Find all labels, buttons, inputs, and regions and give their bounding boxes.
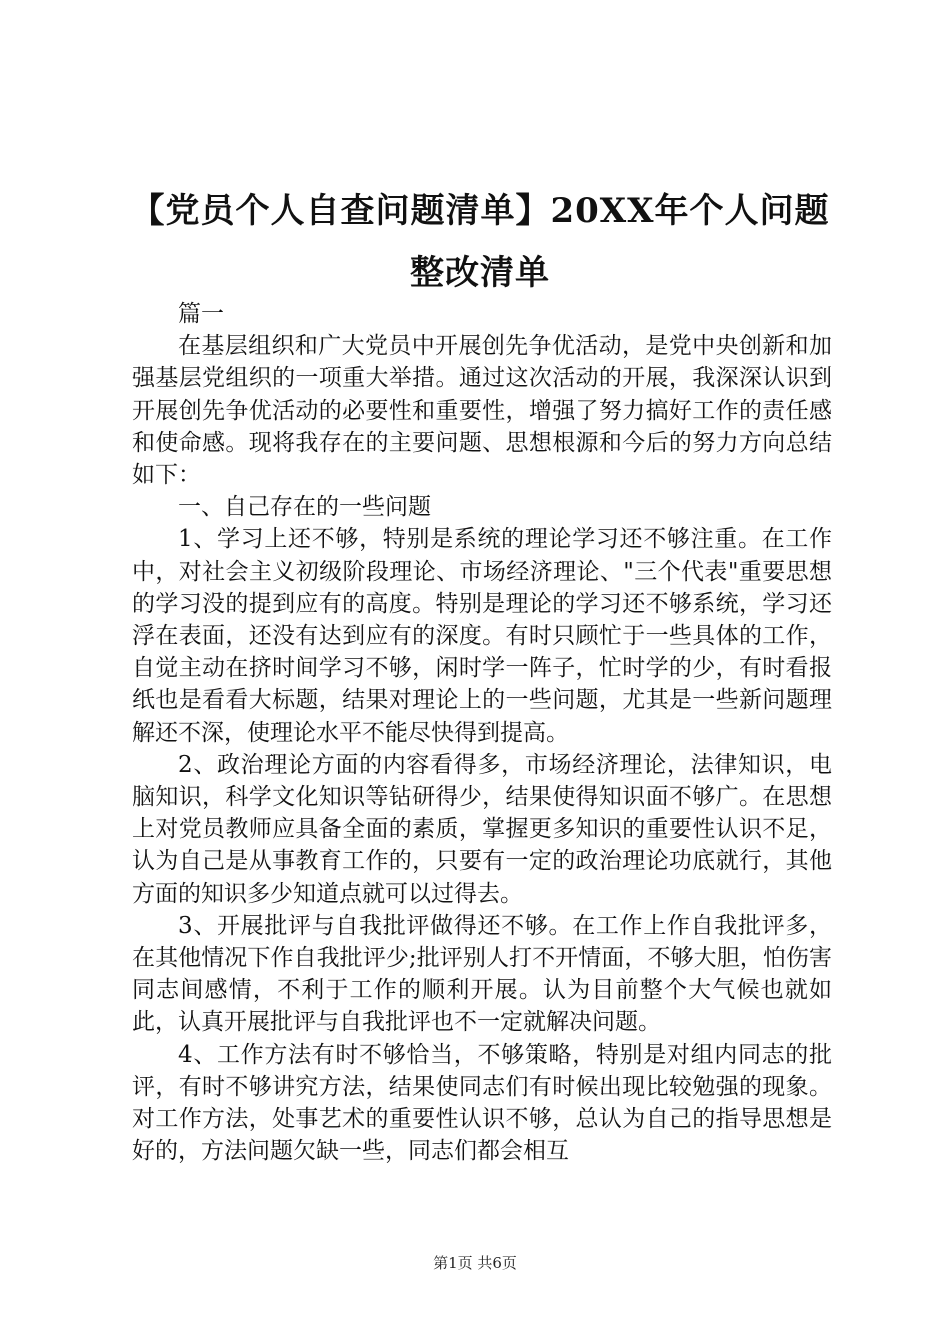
paragraph-item-3: 3、开展批评与自我批评做得还不够。在工作上作自我批评多，在其他情况下作自我批评少;批评别人打不开情面，不够大胆，怕伤害同志间感情，不利于工作的顺利开展。认为目前整个大气候也就如此，认真开展批评与自我批评也不一定就解决问题。 [132, 912, 832, 1036]
paragraph-item-2: 2、政治理论方面的内容看得多，市场经济理论，法律知识，电脑知识，科学文化知识等钻研得少，结果使得知识面不够广。在思想上对党员教师应具备全面的素质，掌握更多知识的重要性认识不足，认为自己是从事教育工作的，只要有一定的政治理论功底就行，其他方面的知识多少知道点就可以过得去。 [132, 751, 832, 907]
title-line-1: 【党员个人自查问题清单】20XX年个人问题 [130, 191, 830, 231]
document-title [90, 180, 870, 304]
section-label: 篇一 [178, 301, 224, 327]
paragraph-intro: 在基层组织和广大党员中开展创先争优活动，是党中央创新和加强基层党组织的一项重大举措。通过这次活动的开展，我深深认识到开展创先争优活动的必要性和重要性，增强了努力搞好工作的责任感和使命感。现将我存在的主要问题、思想根源和今后的努力方向总结如下： [132, 333, 832, 489]
title-line-2: 整改清单 [410, 253, 550, 293]
paragraph-item-4: 4、工作方法有时不够恰当，不够策略，特别是对组内同志的批评，有时不够讲究方法，结果使同志们有时候出现比较勉强的现象。对工作方法，处事艺术的重要性认识不够，总认为自己的指导思想是好的，方法问题欠缺一些，同志们都会相互 [132, 1041, 832, 1165]
page-footer: 第1页 共6页 [433, 1254, 517, 1272]
paragraph-item-1: 1、学习上还不够，特别是系统的理论学习还不够注重。在工作中，对社会主义初级阶段理论、市场经济理论、"三个代表"重要思想的学习没的提到应有的高度。特别是理论的学习还不够系统，学习还浮在表面，还没有达到应有的深度。有时只顾忙于一些具体的工作，自觉主动在挤时间学习不够，闲时学一阵子，忙时学的少，有时看报纸也是看看大标题，结果对理论上的一些问题，尤其是一些新问题理解还不深，使理论水平不能尽快得到提高。 [132, 526, 832, 746]
document-body [132, 298, 832, 1167]
section-heading: 一、自己存在的一些问题 [178, 494, 431, 521]
